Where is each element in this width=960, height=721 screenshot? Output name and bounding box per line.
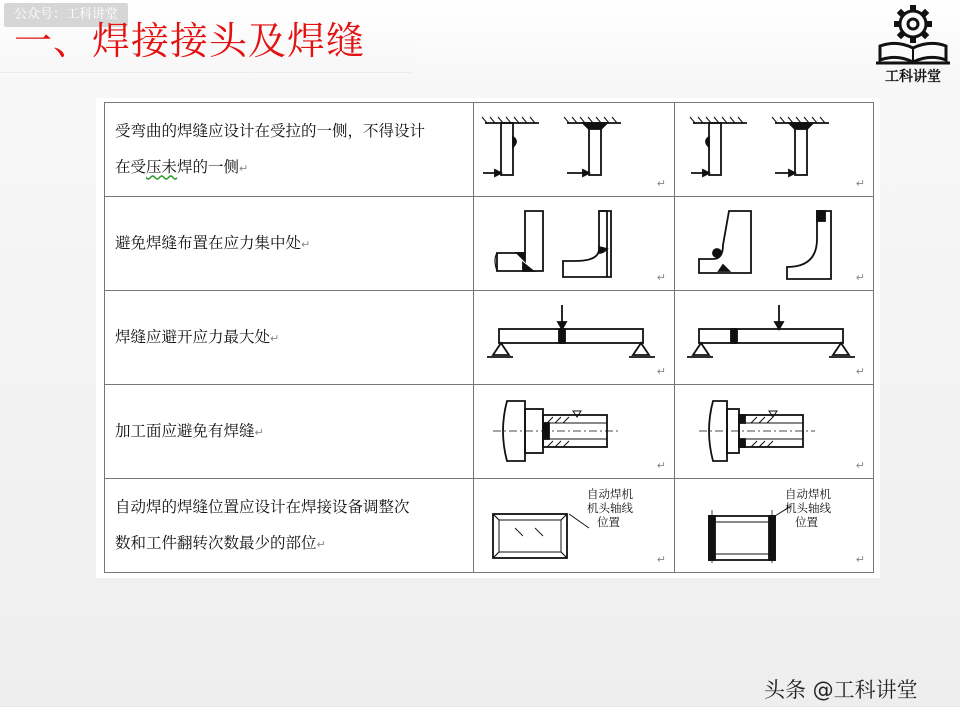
welding-rules-table [104,102,874,573]
bad-example-cell: ↵ [474,385,675,479]
logo [872,2,954,90]
bottom-bar [0,706,960,721]
rule-cell: 加工面应避免有焊缝↵ [105,385,474,479]
auto-weld-label: 位置 [597,514,620,529]
good-example-cell: ↵ [675,385,874,479]
page-title: 一、焊接接头及焊缝 [14,19,366,63]
auto-weld-label: 机头轴线 [785,500,831,515]
auto-weld-label: 机头轴线 [587,500,633,515]
auto-weld-label: 位置 [795,514,818,529]
max-stress-bad-diagram [479,299,669,377]
good-example-cell: ↵ [675,291,874,385]
rule-text-line: 加工面应避免有焊缝 [115,421,255,440]
table-row [105,479,874,573]
footer-credit: 头条 @工科讲堂 [764,678,918,702]
watermark-tag: 公众号：工科讲堂 [4,3,128,27]
gear-book-icon [872,2,954,68]
bad-example-cell: 自动焊机 机头轴线 位置 ↵ [474,479,675,573]
rule-text-line: 自动焊的焊缝位置应设计在焊接设备调整次 [115,497,410,516]
rules-table-panel [96,98,880,578]
rule-cell: 焊缝应避开应力最大处↵ [105,291,474,385]
bad-example-cell: ↵ [474,197,675,291]
rule-cell: 避免焊缝布置在应力集中处↵ [105,197,474,291]
rule-text-line: 数和工件翻转次数最少的部位↵ [115,533,326,552]
machined-surface-good-diagram [679,393,869,471]
rule-text-line: 在受压未焊的一侧↵ [115,157,249,176]
table-row [105,197,874,291]
rule-text-line: 焊缝应避开应力最大处 [115,327,271,346]
good-example-cell: ↵ [675,197,874,291]
good-example-cell: 自动焊机 机头轴线 位置 ↵ [675,479,874,573]
spellcheck-squiggle: 压未 [146,157,178,176]
bending-weld-bad-diagram [479,111,669,189]
auto-weld-label: 自动焊机 [785,486,831,501]
rule-text-line: 受弯曲的焊缝应设计在受拉的一侧，不得设计 [115,121,426,140]
table-row [105,385,874,479]
bad-example-cell: ↵ [474,291,675,385]
table-row [105,103,874,197]
auto-weld-bad-diagram [479,484,669,568]
table-row [105,291,874,385]
auto-weld-label: 自动焊机 [587,486,633,501]
stress-concentration-good-diagram [679,205,869,283]
bad-example-cell: ↵ [474,103,675,197]
good-example-cell: ↵ [675,103,874,197]
rule-text-line: 避免焊缝布置在应力集中处 [115,233,302,252]
rule-cell [105,103,474,197]
logo-text: 工科讲堂 [885,69,941,85]
bending-weld-good-diagram [679,111,869,189]
auto-weld-good-diagram [679,484,869,568]
stress-concentration-bad-diagram [479,205,669,283]
machined-surface-bad-diagram [479,393,669,471]
max-stress-good-diagram [679,299,869,377]
rule-cell [105,479,474,573]
